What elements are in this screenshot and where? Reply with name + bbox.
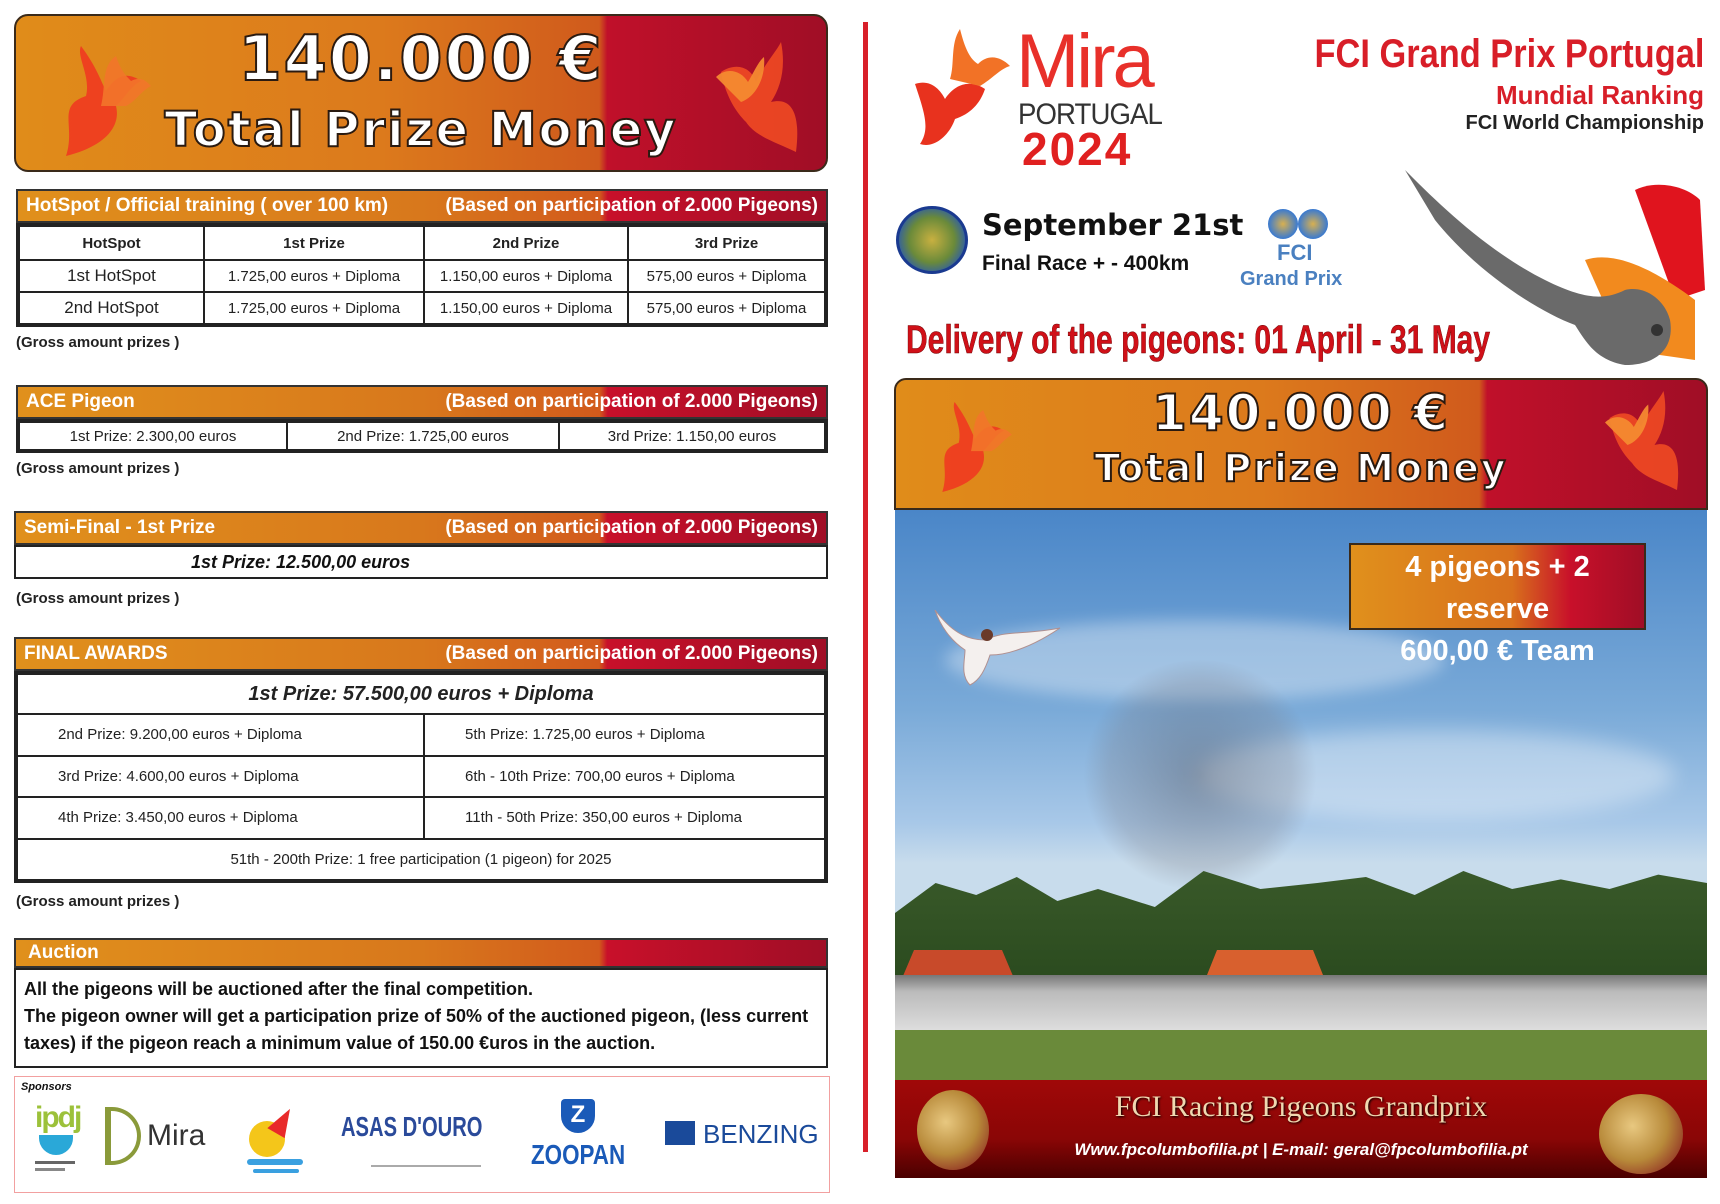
table-cell: 5th Prize: 1.725,00 euros + Diploma bbox=[424, 714, 825, 756]
hotspot-basis: (Based on participation of 2.000 Pigeons) bbox=[445, 195, 818, 216]
hotspot-title: HotSpot / Official training ( over 100 km) bbox=[26, 195, 389, 216]
auction-line: The pigeon owner will get a participation prize of 50% of the auctioned pigeon, (less current taxes) if the pigeon reach a minimum value of 150.00 €uros in the auction. bbox=[24, 1006, 809, 1053]
ace-header bbox=[16, 385, 828, 419]
left-prize-banner bbox=[14, 14, 828, 172]
event-title: FCI Grand Prix Portugal bbox=[1314, 32, 1704, 76]
sponsor-logo-mira bbox=[101, 1107, 231, 1167]
table-row bbox=[17, 797, 825, 839]
table-cell: 6th - 10th Prize: 700,00 euros + Diploma bbox=[424, 756, 825, 798]
final-title: FINAL AWARDS bbox=[24, 643, 168, 664]
dove-icon bbox=[1596, 390, 1686, 500]
auction-text bbox=[14, 968, 828, 1068]
gross-note: (Gross amount prizes ) bbox=[16, 590, 180, 607]
table-cell: 1.725,00 euros + Diploma bbox=[204, 260, 424, 292]
dove-icon bbox=[706, 42, 806, 162]
table-cell: 4th Prize: 3.450,00 euros + Diploma bbox=[17, 797, 424, 839]
column-header: 3rd Prize bbox=[628, 226, 825, 260]
table-cell: 3rd Prize: 1.150,00 euros bbox=[559, 422, 825, 450]
table-cell: 1.725,00 euros + Diploma bbox=[204, 292, 424, 324]
ace-title: ACE Pigeon bbox=[26, 391, 135, 412]
fci-footer bbox=[895, 1080, 1707, 1178]
footer-contact: Www.fpcolumbofilia.pt | E-mail: geral@fpcolumbofilia.pt bbox=[1074, 1140, 1528, 1159]
final-basis: (Based on participation of 2.000 Pigeons) bbox=[445, 643, 818, 664]
fci-sublabel: Grand Prix bbox=[1240, 268, 1343, 290]
column-header: 1st Prize bbox=[204, 226, 424, 260]
white-dove bbox=[925, 600, 1065, 690]
ace-basis: (Based on participation of 2.000 Pigeons) bbox=[445, 391, 818, 412]
first-prize: 1st Prize: 57.500,00 euros + Diploma bbox=[17, 674, 825, 714]
table-cell: 51th - 200th Prize: 1 free participation (1 pigeon) for 2025 bbox=[17, 839, 825, 881]
column-header: HotSpot bbox=[19, 226, 204, 260]
sponsor-name: ipdj bbox=[35, 1101, 81, 1134]
event-subtitle: Mundial Ranking bbox=[1496, 80, 1704, 110]
mira-wordmark: Mira bbox=[1016, 19, 1152, 104]
semifinal-table bbox=[14, 545, 828, 579]
gross-note: (Gross amount prizes ) bbox=[16, 334, 180, 351]
auction-title: Auction bbox=[28, 942, 99, 963]
auction-header bbox=[14, 938, 828, 968]
sponsor-name: Mira bbox=[147, 1119, 206, 1152]
mira-logo bbox=[910, 19, 1210, 175]
final-table bbox=[14, 671, 828, 883]
mira-country: PORTUGAL bbox=[1018, 98, 1162, 131]
gross-note: (Gross amount prizes ) bbox=[16, 460, 180, 477]
table-cell: 575,00 euros + Diploma bbox=[628, 260, 825, 292]
table-cell: 575,00 euros + Diploma bbox=[628, 292, 825, 324]
semifinal-prize: 1st Prize: 12.500,00 euros bbox=[191, 552, 411, 572]
footer-title: FCI Racing Pigeons Grandprix bbox=[1114, 1090, 1488, 1123]
hotspot-header bbox=[16, 189, 828, 223]
team-composition: 4 pigeons + 2 reserve bbox=[1405, 551, 1590, 625]
table-row bbox=[19, 226, 825, 260]
table-cell: 11th - 50th Prize: 350,00 euros + Diploma bbox=[424, 797, 825, 839]
final-header bbox=[14, 637, 828, 671]
table-cell: 1.150,00 euros + Diploma bbox=[424, 292, 628, 324]
pigeon-flock bbox=[1080, 660, 1320, 890]
sponsor-logo-quinta bbox=[243, 1107, 313, 1177]
semifinal-title: Semi-Final - 1st Prize bbox=[24, 517, 216, 538]
table-cell: 2nd Prize: 9.200,00 euros + Diploma bbox=[17, 714, 424, 756]
federation-badge bbox=[896, 206, 968, 274]
sponsors-panel bbox=[14, 1076, 830, 1193]
table-cell: 2nd Prize: 1.725,00 euros bbox=[287, 422, 559, 450]
dove-icon bbox=[910, 24, 1020, 154]
semifinal-basis: (Based on participation of 2.000 Pigeons) bbox=[445, 517, 818, 538]
fci-label: FCI bbox=[1277, 240, 1313, 265]
sponsor-logo-ipdj bbox=[35, 1103, 95, 1185]
ace-table bbox=[16, 419, 828, 453]
table-row bbox=[17, 674, 825, 714]
table-cell: 2nd HotSpot bbox=[19, 292, 204, 324]
right-prize-banner bbox=[894, 378, 1708, 510]
delivery-dates: Delivery of the pigeons: 01 April - 31 May bbox=[906, 318, 1491, 362]
auction-line: All the pigeons will be auctioned after the final competition. bbox=[24, 979, 534, 999]
page-divider bbox=[863, 22, 868, 1152]
table-row bbox=[17, 714, 825, 756]
hotspot-table bbox=[16, 223, 828, 327]
table-row bbox=[17, 839, 825, 881]
table-row bbox=[17, 756, 825, 798]
sponsor-name: ZOOPAN bbox=[531, 1139, 626, 1170]
prize-amount: 140.000 € bbox=[1152, 384, 1450, 442]
fci-globe-icon bbox=[1268, 205, 1330, 239]
table-row bbox=[19, 260, 825, 292]
sponsor-logo-zoopan: Z ZOOPAN bbox=[531, 1101, 626, 1170]
fci-globe-right bbox=[1599, 1094, 1683, 1174]
table-cell: 1st Prize: 2.300,00 euros bbox=[19, 422, 287, 450]
mira-year: 2024 bbox=[1022, 123, 1133, 175]
table-cell: 1.150,00 euros + Diploma bbox=[424, 260, 628, 292]
team-fee: 600,00 € Team bbox=[1400, 635, 1595, 667]
event-subtitle2: FCI World Championship bbox=[1465, 112, 1704, 134]
prize-amount: 140.000 € bbox=[238, 22, 604, 95]
prize-subtitle: Total Prize Money bbox=[164, 102, 678, 158]
sponsor-logo-asas-douro bbox=[341, 1111, 521, 1171]
table-cell: 1st HotSpot bbox=[19, 260, 204, 292]
table-cell: 3rd Prize: 4.600,00 euros + Diploma bbox=[17, 756, 424, 798]
sponsor-logo-benzing bbox=[665, 1115, 825, 1155]
gross-note: (Gross amount prizes ) bbox=[16, 893, 180, 910]
semifinal-header bbox=[14, 511, 828, 545]
team-fee-box bbox=[1349, 543, 1646, 667]
column-header: 2nd Prize bbox=[424, 226, 628, 260]
race-date: September 21st bbox=[982, 208, 1244, 242]
table-row bbox=[19, 422, 825, 450]
race-distance: Final Race + - 400km bbox=[982, 252, 1190, 275]
prize-subtitle: Total Prize Money bbox=[1094, 446, 1508, 490]
sponsor-name: ASAS D'OURO bbox=[341, 1111, 483, 1142]
sponsors-label: Sponsors bbox=[21, 1081, 72, 1093]
table-row bbox=[19, 292, 825, 324]
sponsor-name: BENZING bbox=[703, 1119, 819, 1149]
